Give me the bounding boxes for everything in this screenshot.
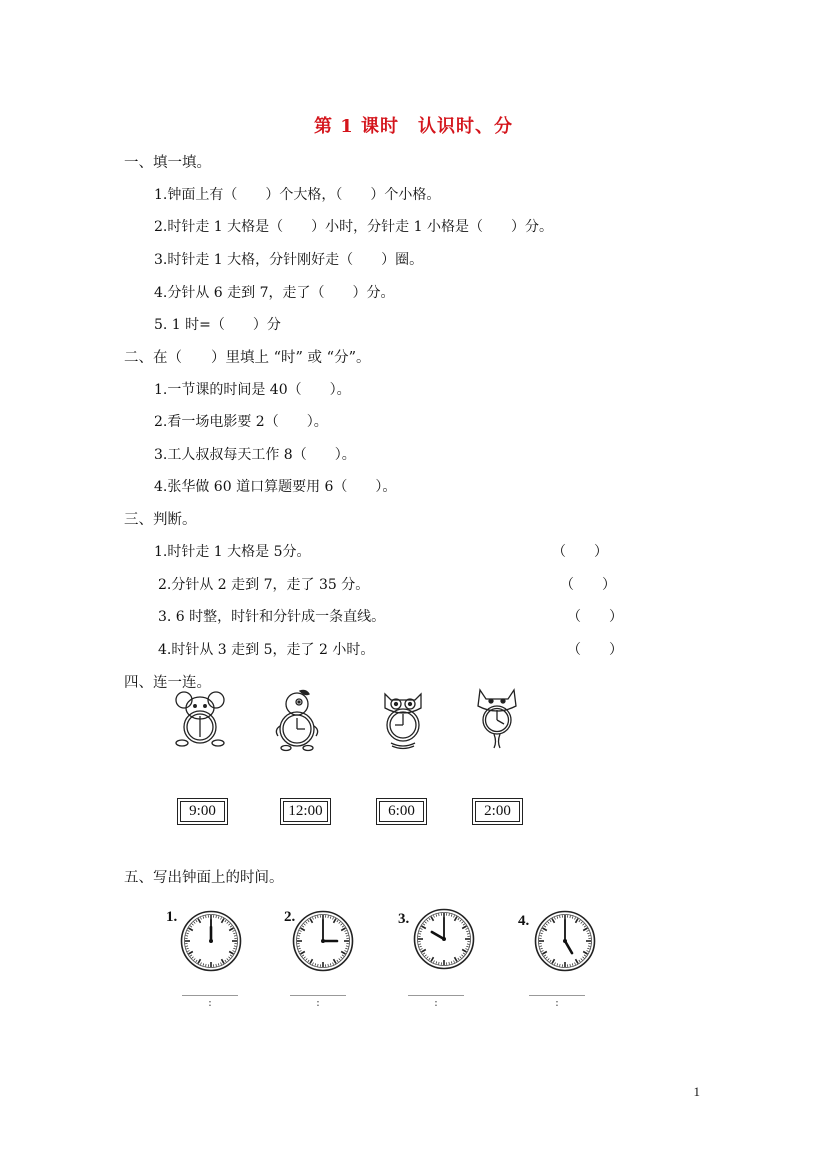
cat-clock-icon — [472, 686, 522, 752]
section2-item: 3.工人叔叔每天工作 8（ ）。 — [154, 447, 356, 463]
time-label: 9:00 — [180, 801, 225, 822]
section1-item: 3.时针走 1 大格，分针刚好走（ ）圈。 — [154, 252, 424, 268]
answer-blank[interactable]: : — [408, 995, 464, 1008]
clock-center — [563, 939, 567, 943]
clock-face-2 — [292, 910, 354, 972]
judge-statement: 3. 6 时整，时针和分针成一条直线。 — [158, 609, 386, 625]
time-box-12 — [280, 798, 331, 825]
judge-paren: （ ） — [552, 544, 608, 560]
clock-number: 1. — [166, 909, 178, 925]
answer-blank[interactable]: : — [182, 995, 238, 1008]
section1-item: 2.时针走 1 大格是（ ）小时，分针走 1 小格是（ ）分。 — [154, 219, 553, 235]
clock-face-3 — [413, 908, 475, 970]
section1-item: 1.钟面上有（ ）个大格，（ ）个小格。 — [154, 187, 441, 203]
section4-heading: 四、连一连。 — [124, 675, 211, 691]
section2-item: 1.一节课的时间是 40（ ）。 — [154, 382, 351, 398]
time-label: 2:00 — [475, 801, 520, 822]
section3-heading: 三、判断。 — [124, 512, 197, 528]
time-box-9 — [177, 798, 228, 825]
time-label: 6:00 — [379, 801, 424, 822]
judge-statement: 2.分针从 2 走到 7，走了 35 分。 — [158, 577, 370, 593]
section2-heading: 二、在（ ）里填上 “时” 或 “分”。 — [124, 350, 371, 366]
judge-paren: （ ） — [567, 609, 623, 625]
judge-statement: 4.时针从 3 走到 5，走了 2 小时。 — [158, 642, 375, 658]
answer-blank[interactable]: : — [529, 995, 585, 1008]
section2-item: 2.看一场电影要 2（ ）。 — [154, 414, 328, 430]
section1-item: 5. 1 时=（ ）分 — [154, 317, 281, 333]
page-title: 第 1 课时 认识时、分 — [313, 116, 514, 137]
clock-number: 4. — [518, 913, 530, 929]
time-box-6 — [376, 798, 427, 825]
bird-clock-icon — [272, 688, 322, 752]
section5-heading: 五、写出钟面上的时间。 — [124, 870, 284, 886]
clock-face-1 — [180, 910, 242, 972]
section1-heading: 一、填一填。 — [124, 155, 211, 171]
section1-item: 4.分针从 6 走到 7，走了（ ）分。 — [154, 285, 395, 301]
time-box-2 — [472, 798, 523, 825]
judge-paren: （ ） — [560, 577, 616, 593]
mouse-clock-icon — [172, 690, 228, 752]
section2-item: 4.张华做 60 道口算题要用 6（ ）。 — [154, 479, 397, 495]
clock-center — [321, 939, 325, 943]
answer-blank[interactable]: : — [290, 995, 346, 1008]
clock-center — [442, 937, 446, 941]
clock-number: 3. — [398, 911, 410, 927]
clock-face-4 — [534, 910, 596, 972]
page-number: 1 — [693, 1084, 700, 1099]
owl-clock-icon — [377, 688, 429, 752]
clock-number: 2. — [284, 909, 296, 925]
judge-paren: （ ） — [567, 642, 623, 658]
time-label: 12:00 — [283, 801, 328, 822]
clock-center — [209, 939, 213, 943]
judge-statement: 1.时针走 1 大格是 5分。 — [154, 544, 311, 560]
